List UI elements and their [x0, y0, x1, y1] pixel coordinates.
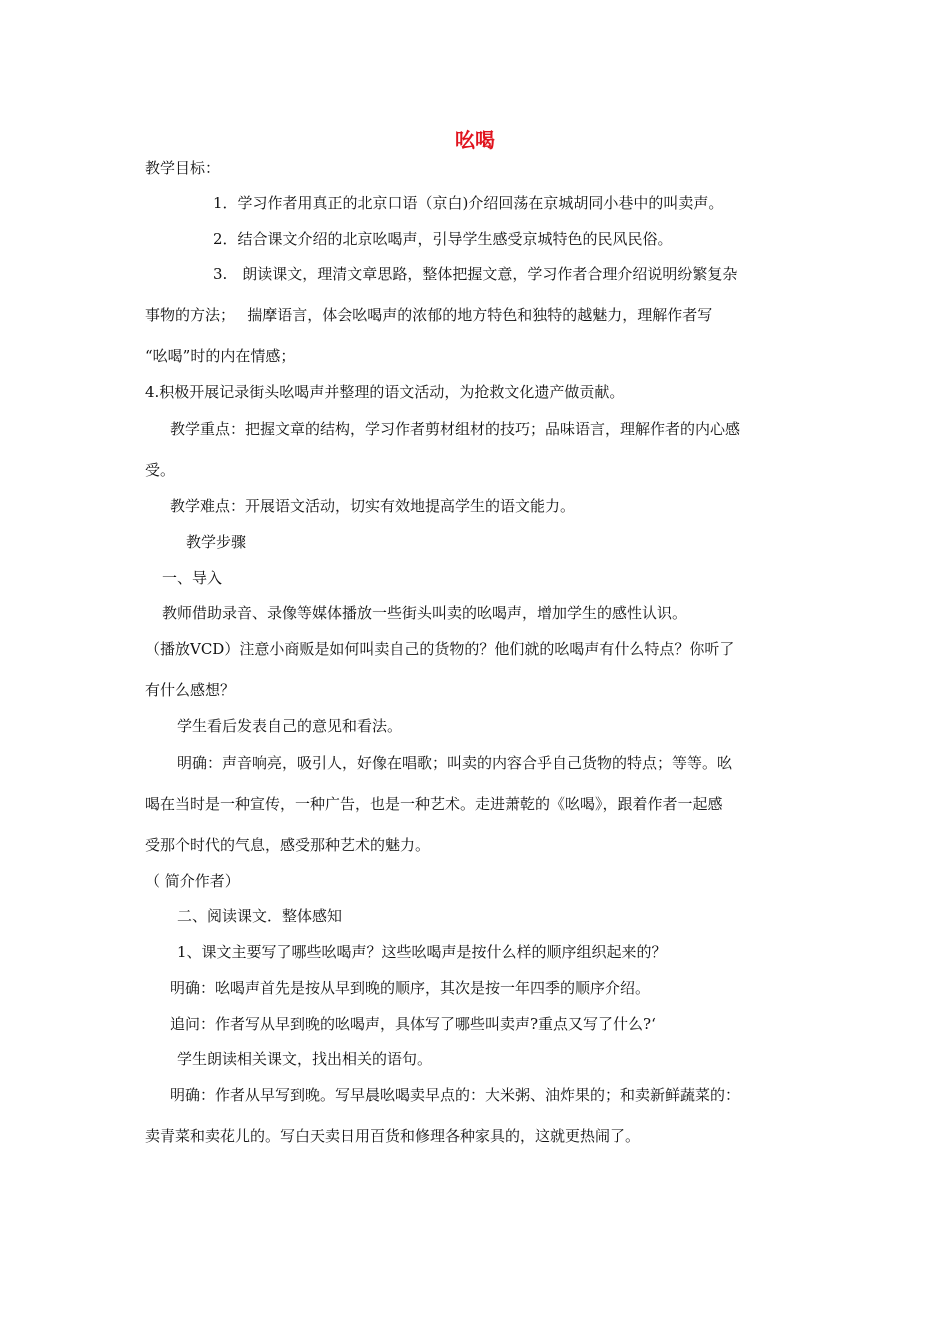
key-points-line-1: 教学重点：把握文章的结构，学习作者剪材组材的技巧；品味语言，理解作者的内心感	[170, 420, 741, 438]
clarify-line-1: 明确：声音响亮，吸引人，好像在唱歌；叫卖的内容合乎自己货物的特点；等等。吆	[177, 754, 733, 772]
objective-3-line-2: 事物的方法； 揣摩语言，体会吆喝声的浓郁的地方特色和独特的越魅力，理解作者写	[145, 306, 713, 324]
objective-3-line-3: “吆喝”时的内在情感；	[145, 347, 296, 365]
steps-heading: 教学步骤	[186, 533, 247, 551]
objective-4: 4.积极开展记录街头吆喝声并整理的语文活动，为抢救文化遗产做贡献。	[145, 383, 625, 401]
difficulties: 教学难点：开展语文活动，切实有效地提高学生的语文能力。	[170, 497, 576, 515]
student-response: 学生看后发表自己的意见和看法。	[177, 717, 403, 735]
clarify-line-2: 喝在当时是一种宣传，一种广告，也是一种艺术。走进萧乾的《吆喝》，跟着作者一起感	[145, 795, 723, 813]
student-reading: 学生朗读相关课文，找出相关的语句。	[177, 1050, 433, 1068]
follow-up-question: 追问：作者写从早到晚的吆喝声，具体写了哪些叫卖声?重点又写了什么?‘	[170, 1015, 656, 1033]
objective-2: 2．结合课文介绍的北京吆喝声，引导学生感受京城特色的民风民俗。	[213, 230, 673, 248]
intro-paragraph: 教师借助录音、录像等媒体播放一些街头叫卖的吆喝声，增加学生的感性认识。	[162, 604, 688, 622]
objective-1: 1．学习作者用真正的北京口语（京白)介绍回荡在京城胡同小巷中的叫卖声。	[213, 194, 724, 212]
question-line-1: （播放VCD）注意小商贩是如何叫卖自己的货物的？他们就的吆喝声有什么特点？你听了	[145, 640, 735, 658]
clarify-line-3: 受那个时代的气息，感受那种艺术的魅力。	[145, 836, 431, 854]
question-line-2: 有什么感想？	[145, 681, 236, 699]
section-reading-heading: 二、阅读课文．整体感知	[177, 907, 343, 925]
reading-question: 1、课文主要写了哪些吆喝声？这些吆喝声是按什么样的顺序组织起来的？	[177, 943, 667, 961]
detail-answer-line-1: 明确：作者从早写到晚。写早晨吆喝卖早点的：大米粥、油炸果的；和卖新鲜蔬菜的：	[170, 1086, 741, 1104]
reading-answer: 明确：吆喝声首先是按从早到晚的顺序，其次是按一年四季的顺序介绍。	[170, 979, 651, 997]
objectives-heading: 教学目标：	[145, 159, 221, 177]
key-points-line-2: 受。	[145, 461, 176, 479]
section-intro-heading: 一、导入	[162, 569, 223, 587]
objective-3-line-1: 3. 朗读课文，理清文章思路，整体把握文意，学习作者合理介绍说明纷繁复杂	[213, 265, 738, 283]
author-intro: （ 简介作者）	[145, 872, 240, 890]
page-title: 吆喝	[455, 128, 495, 152]
detail-answer-line-2: 卖青菜和卖花儿的。写白天卖日用百货和修理各种家具的，这就更热闹了。	[145, 1127, 641, 1145]
